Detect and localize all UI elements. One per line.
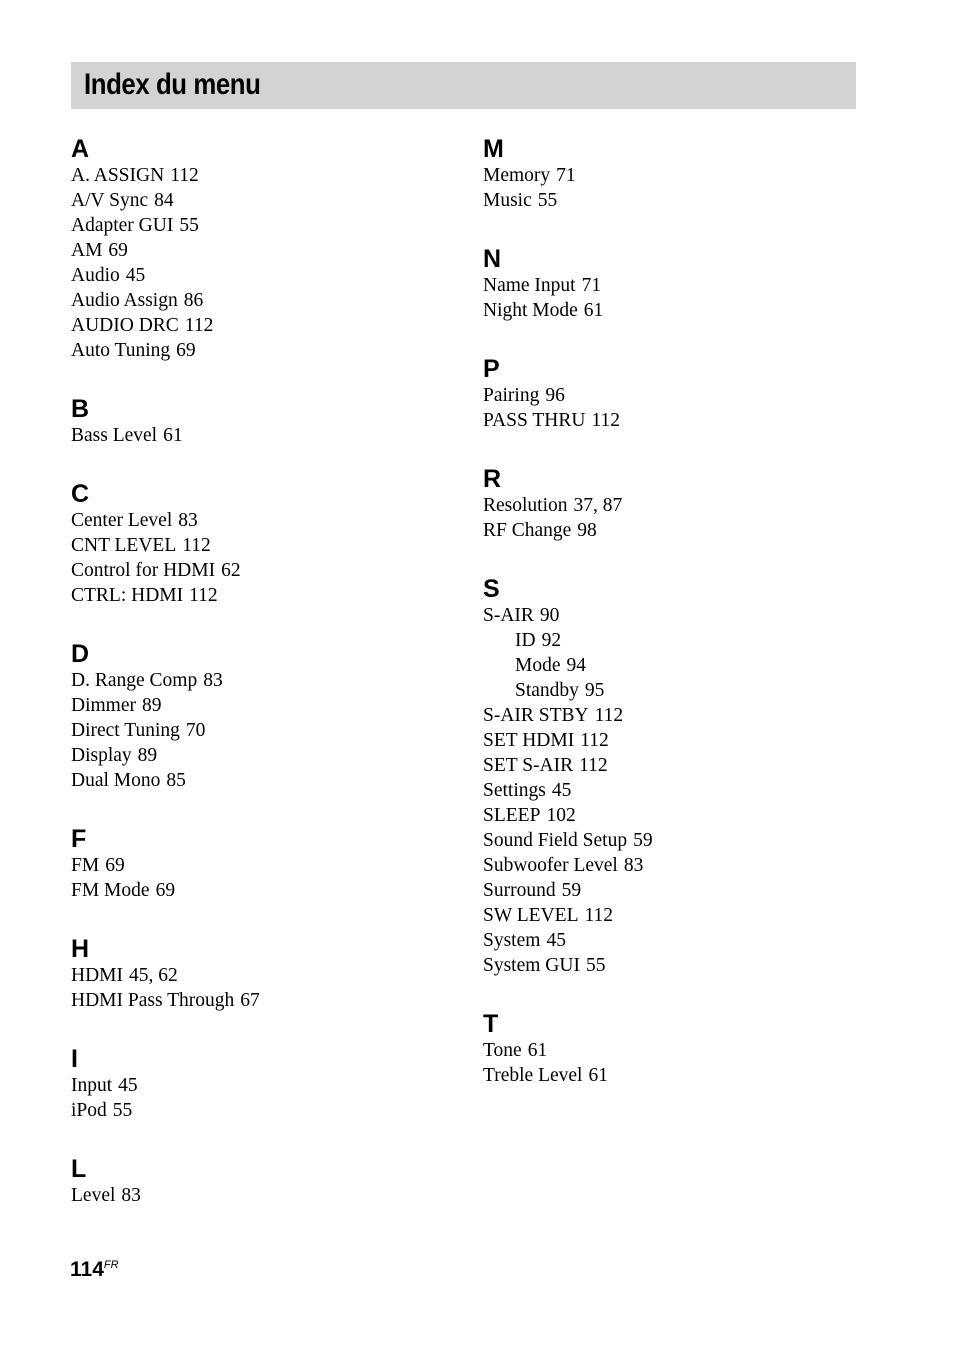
index-subentry: [483, 653, 863, 678]
section-letter: M: [483, 135, 504, 163]
entry-page-ref: 59: [633, 830, 653, 851]
entry-term: Audio: [71, 265, 120, 286]
section-letter: C: [71, 480, 90, 508]
entry-term: Resolution: [483, 495, 568, 516]
section-letter: N: [483, 245, 502, 273]
section-letter: P: [483, 355, 500, 383]
entry-term: System GUI: [483, 955, 580, 976]
index-entry: [71, 533, 451, 558]
entry-page-ref: 45, 62: [129, 965, 178, 986]
entry-page-ref: 62: [221, 560, 241, 581]
entry-page-ref: 45: [546, 930, 566, 951]
index-section-r: [483, 463, 863, 543]
entry-page-ref: 55: [112, 1100, 133, 1121]
index-entry: [71, 188, 451, 213]
index-entry: [71, 313, 451, 338]
index-section-l: [71, 1153, 451, 1208]
index-entry: [71, 263, 451, 288]
index-entry: [71, 1183, 451, 1208]
entry-term: Subwoofer Level: [483, 855, 618, 876]
entry-page-ref: 69: [155, 880, 176, 901]
entry-term: Input: [71, 1075, 113, 1096]
index-entry: [71, 213, 451, 238]
entry-term: Music: [483, 190, 532, 211]
index-entry: [71, 743, 451, 768]
entry-term: SLEEP: [483, 805, 541, 826]
entry-term: Treble Level: [483, 1065, 583, 1086]
index-section-n: [483, 243, 863, 323]
entry-term: FM Mode: [71, 880, 150, 901]
entry-page-ref: 69: [105, 855, 125, 876]
entry-page-ref: 84: [154, 190, 174, 211]
index-column-right: [483, 133, 863, 1118]
entry-page-ref: 37, 87: [573, 495, 623, 516]
index-entry: [71, 558, 451, 583]
entry-term: HDMI Pass Through: [71, 990, 235, 1011]
index-entry: [483, 878, 863, 903]
index-entry: [483, 408, 863, 433]
entry-page-ref: 83: [121, 1185, 141, 1206]
entry-term: AM: [71, 240, 103, 261]
entry-term: Name Input: [483, 275, 576, 296]
index-section-f: [71, 823, 451, 903]
entry-page-ref: 61: [588, 1065, 608, 1086]
entry-page-ref: 55: [179, 215, 199, 236]
index-entry: [71, 718, 451, 743]
entry-term: Memory: [483, 165, 551, 186]
entry-term: D. Range Comp: [71, 670, 198, 691]
index-entry: [483, 703, 863, 728]
section-letter: B: [71, 395, 90, 423]
entry-term: AUDIO DRC: [71, 315, 179, 336]
entry-page-ref: 69: [176, 340, 196, 361]
entry-term: iPod: [71, 1100, 107, 1121]
index-section-s: [483, 573, 863, 978]
index-entry: [483, 383, 863, 408]
entry-page-ref: 67: [240, 990, 260, 1011]
index-entry: [483, 903, 863, 928]
entry-page-ref: 112: [184, 315, 214, 336]
entry-page-ref: 102: [546, 805, 576, 826]
entry-term: Mode: [515, 655, 561, 676]
section-letter: A: [71, 135, 90, 163]
section-letter: S: [483, 575, 500, 603]
section-letter: D: [71, 640, 90, 668]
index-section-h: [71, 933, 451, 1013]
section-letter: T: [483, 1010, 499, 1038]
index-entry: [483, 803, 863, 828]
index-entry: [483, 298, 863, 323]
index-entry: [71, 163, 451, 188]
index-entry: [71, 853, 451, 878]
index-entry: [483, 778, 863, 803]
entry-page-ref: 83: [178, 510, 198, 531]
index-entry: [483, 928, 863, 953]
index-entry: [483, 163, 863, 188]
entry-term: Control for HDMI: [71, 560, 216, 581]
page-language-suffix: FR: [103, 1259, 119, 1271]
index-entry: [483, 753, 863, 778]
index-entry: [71, 423, 451, 448]
entry-term: Dual Mono: [71, 770, 161, 791]
entry-term: System: [483, 930, 541, 951]
entry-term: S-AIR STBY: [483, 705, 589, 726]
index-subentry: [483, 628, 863, 653]
entry-page-ref: 112: [594, 705, 624, 726]
index-section-b: [71, 393, 451, 448]
entry-page-ref: 45: [551, 780, 572, 801]
entry-page-ref: 112: [591, 410, 620, 431]
entry-term: SET HDMI: [483, 730, 575, 751]
entry-page-ref: 61: [527, 1040, 548, 1061]
index-entry: [483, 188, 863, 213]
entry-page-ref: 112: [182, 535, 211, 556]
entry-term: S-AIR: [483, 605, 534, 626]
section-letter: I: [71, 1045, 78, 1073]
index-entry: [483, 1038, 863, 1063]
entry-term: Tone: [483, 1040, 522, 1061]
index-entry: [71, 768, 451, 793]
entry-page-ref: 92: [541, 630, 562, 651]
entry-page-ref: 89: [137, 745, 158, 766]
index-entry: [71, 338, 451, 363]
index-entry: [483, 853, 863, 878]
entry-page-ref: 83: [623, 855, 644, 876]
index-section-m: [483, 133, 863, 213]
entry-page-ref: 61: [163, 425, 183, 446]
index-entry: [483, 518, 863, 543]
entry-term: Center Level: [71, 510, 173, 531]
index-entry: [71, 288, 451, 313]
entry-page-ref: 112: [189, 585, 218, 606]
index-section-a: [71, 133, 451, 363]
entry-page-ref: 112: [170, 165, 199, 186]
index-section-c: [71, 478, 451, 608]
index-entry: [71, 963, 451, 988]
entry-term: Sound Field Setup: [483, 830, 628, 851]
entry-term: Standby: [515, 680, 579, 701]
entry-term: Adapter GUI: [71, 215, 174, 236]
entry-page-ref: 94: [566, 655, 586, 676]
index-entry: [483, 1063, 863, 1088]
index-entry: [71, 668, 451, 693]
entry-term: Auto Tuning: [71, 340, 171, 361]
index-entry: [71, 1098, 451, 1123]
entry-page-ref: 85: [166, 770, 186, 791]
section-letter: H: [71, 935, 90, 963]
index-entry: [71, 583, 451, 608]
entry-page-ref: 55: [537, 190, 558, 211]
entry-page-ref: 89: [141, 695, 162, 716]
entry-term: A. ASSIGN: [71, 165, 165, 186]
index-entry: [483, 493, 863, 518]
entry-term: HDMI: [71, 965, 123, 986]
index-entry: [71, 508, 451, 533]
page-number: 114: [70, 1258, 104, 1281]
entry-term: Surround: [483, 880, 556, 901]
index-entry: [71, 878, 451, 903]
index-column-left: [71, 133, 451, 1238]
index-entry: [483, 603, 863, 628]
entry-page-ref: 70: [185, 720, 206, 741]
index-entry: [483, 953, 863, 978]
entry-page-ref: 112: [580, 730, 609, 751]
entry-term: Level: [71, 1185, 116, 1206]
index-section-t: [483, 1008, 863, 1088]
entry-term: RF Change: [483, 520, 572, 541]
entry-page-ref: 61: [583, 300, 604, 321]
entry-term: Night Mode: [483, 300, 578, 321]
entry-term: ID: [515, 630, 536, 651]
entry-term: PASS THRU: [483, 410, 586, 431]
entry-term: A/V Sync: [71, 190, 149, 211]
entry-page-ref: 45: [118, 1075, 138, 1096]
entry-page-ref: 83: [203, 670, 223, 691]
entry-page-ref: 96: [545, 385, 565, 406]
entry-page-ref: 69: [108, 240, 128, 261]
entry-page-ref: 112: [579, 755, 608, 776]
entry-page-ref: 86: [183, 290, 204, 311]
index-section-i: [71, 1043, 451, 1123]
entry-term: Direct Tuning: [71, 720, 180, 741]
index-entry: [71, 693, 451, 718]
page-footer: [70, 1258, 119, 1282]
entry-page-ref: 55: [585, 955, 606, 976]
entry-term: Dimmer: [71, 695, 136, 716]
entry-term: SET S-AIR: [483, 755, 574, 776]
entry-term: FM: [71, 855, 100, 876]
index-entry: [71, 988, 451, 1013]
index-entry: [483, 728, 863, 753]
entry-page-ref: 112: [584, 905, 614, 926]
page-title: Index du menu: [84, 68, 261, 101]
entry-page-ref: 71: [581, 275, 602, 296]
entry-page-ref: 98: [577, 520, 597, 541]
section-letter: F: [71, 825, 87, 853]
entry-term: Pairing: [483, 385, 540, 406]
title-bar: [71, 62, 856, 109]
entry-term: Bass Level: [71, 425, 158, 446]
index-entry: [483, 828, 863, 853]
index-subentry: [483, 678, 863, 703]
index-entry: [483, 273, 863, 298]
entry-page-ref: 90: [539, 605, 560, 626]
entry-term: CTRL: HDMI: [71, 585, 184, 606]
entry-page-ref: 59: [561, 880, 582, 901]
index-section-d: [71, 638, 451, 793]
section-letter: L: [71, 1155, 87, 1183]
entry-term: Display: [71, 745, 132, 766]
entry-term: Audio Assign: [71, 290, 178, 311]
entry-term: Settings: [483, 780, 546, 801]
section-letter: R: [483, 465, 502, 493]
entry-term: SW LEVEL: [483, 905, 579, 926]
entry-page-ref: 45: [125, 265, 146, 286]
entry-page-ref: 95: [584, 680, 605, 701]
index-section-p: [483, 353, 863, 433]
entry-term: CNT LEVEL: [71, 535, 177, 556]
index-entry: [71, 1073, 451, 1098]
entry-page-ref: 71: [556, 165, 576, 186]
index-entry: [71, 238, 451, 263]
